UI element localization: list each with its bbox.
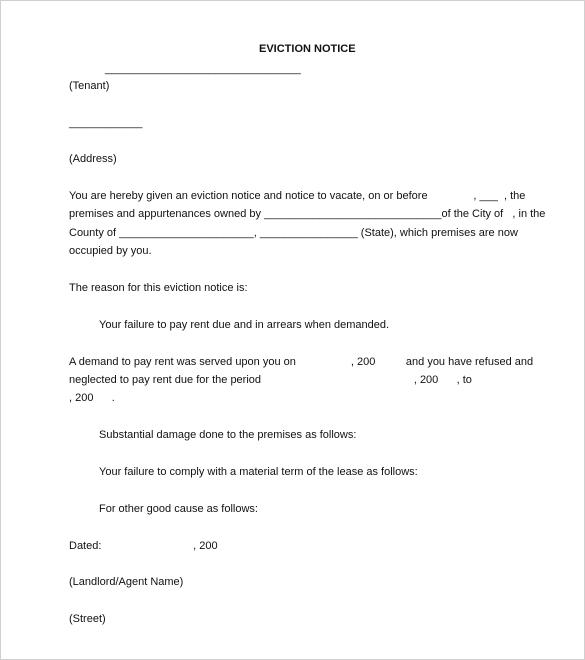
dated-line: Dated: , 200 (69, 540, 218, 552)
notice-paragraph-line-3: County of ______________________, ________________ (State), which premises are now (69, 227, 518, 239)
tenant-blank: ________________________________ (105, 63, 301, 75)
notice-paragraph-line-1: You are hereby given an eviction notice and notice to vacate, on or before , ___ , the (69, 190, 526, 202)
landlord-label: (Landlord/Agent Name) (69, 576, 184, 588)
reason-intro: The reason for this eviction notice is: (69, 282, 248, 294)
street-label: (Street) (69, 613, 106, 625)
reason-lease: Your failure to comply with a material term of the lease as follows: (99, 466, 418, 478)
demand-paragraph-line-1: A demand to pay rent was served upon you on , 200 and you have refused and (69, 356, 534, 368)
address-blank: ____________ (69, 117, 143, 129)
tenant-label: (Tenant) (69, 80, 110, 92)
notice-paragraph-line-4: occupied by you. (69, 245, 152, 257)
demand-paragraph-line-2: neglected to pay rent due for the period , 200 , to (69, 374, 472, 386)
notice-paragraph-line-2: premises and appurtenances owned by _____________________________of the City of , in the (69, 208, 546, 220)
document-title: EVICTION NOTICE (259, 43, 356, 55)
address-label: (Address) (69, 153, 117, 165)
reason-other: For other good cause as follows: (99, 503, 258, 515)
reason-damage: Substantial damage done to the premises as follows: (99, 429, 357, 441)
demand-paragraph-line-3: , 200 . (69, 392, 115, 404)
reason-rent: Your failure to pay rent due and in arrears when demanded. (99, 319, 390, 331)
